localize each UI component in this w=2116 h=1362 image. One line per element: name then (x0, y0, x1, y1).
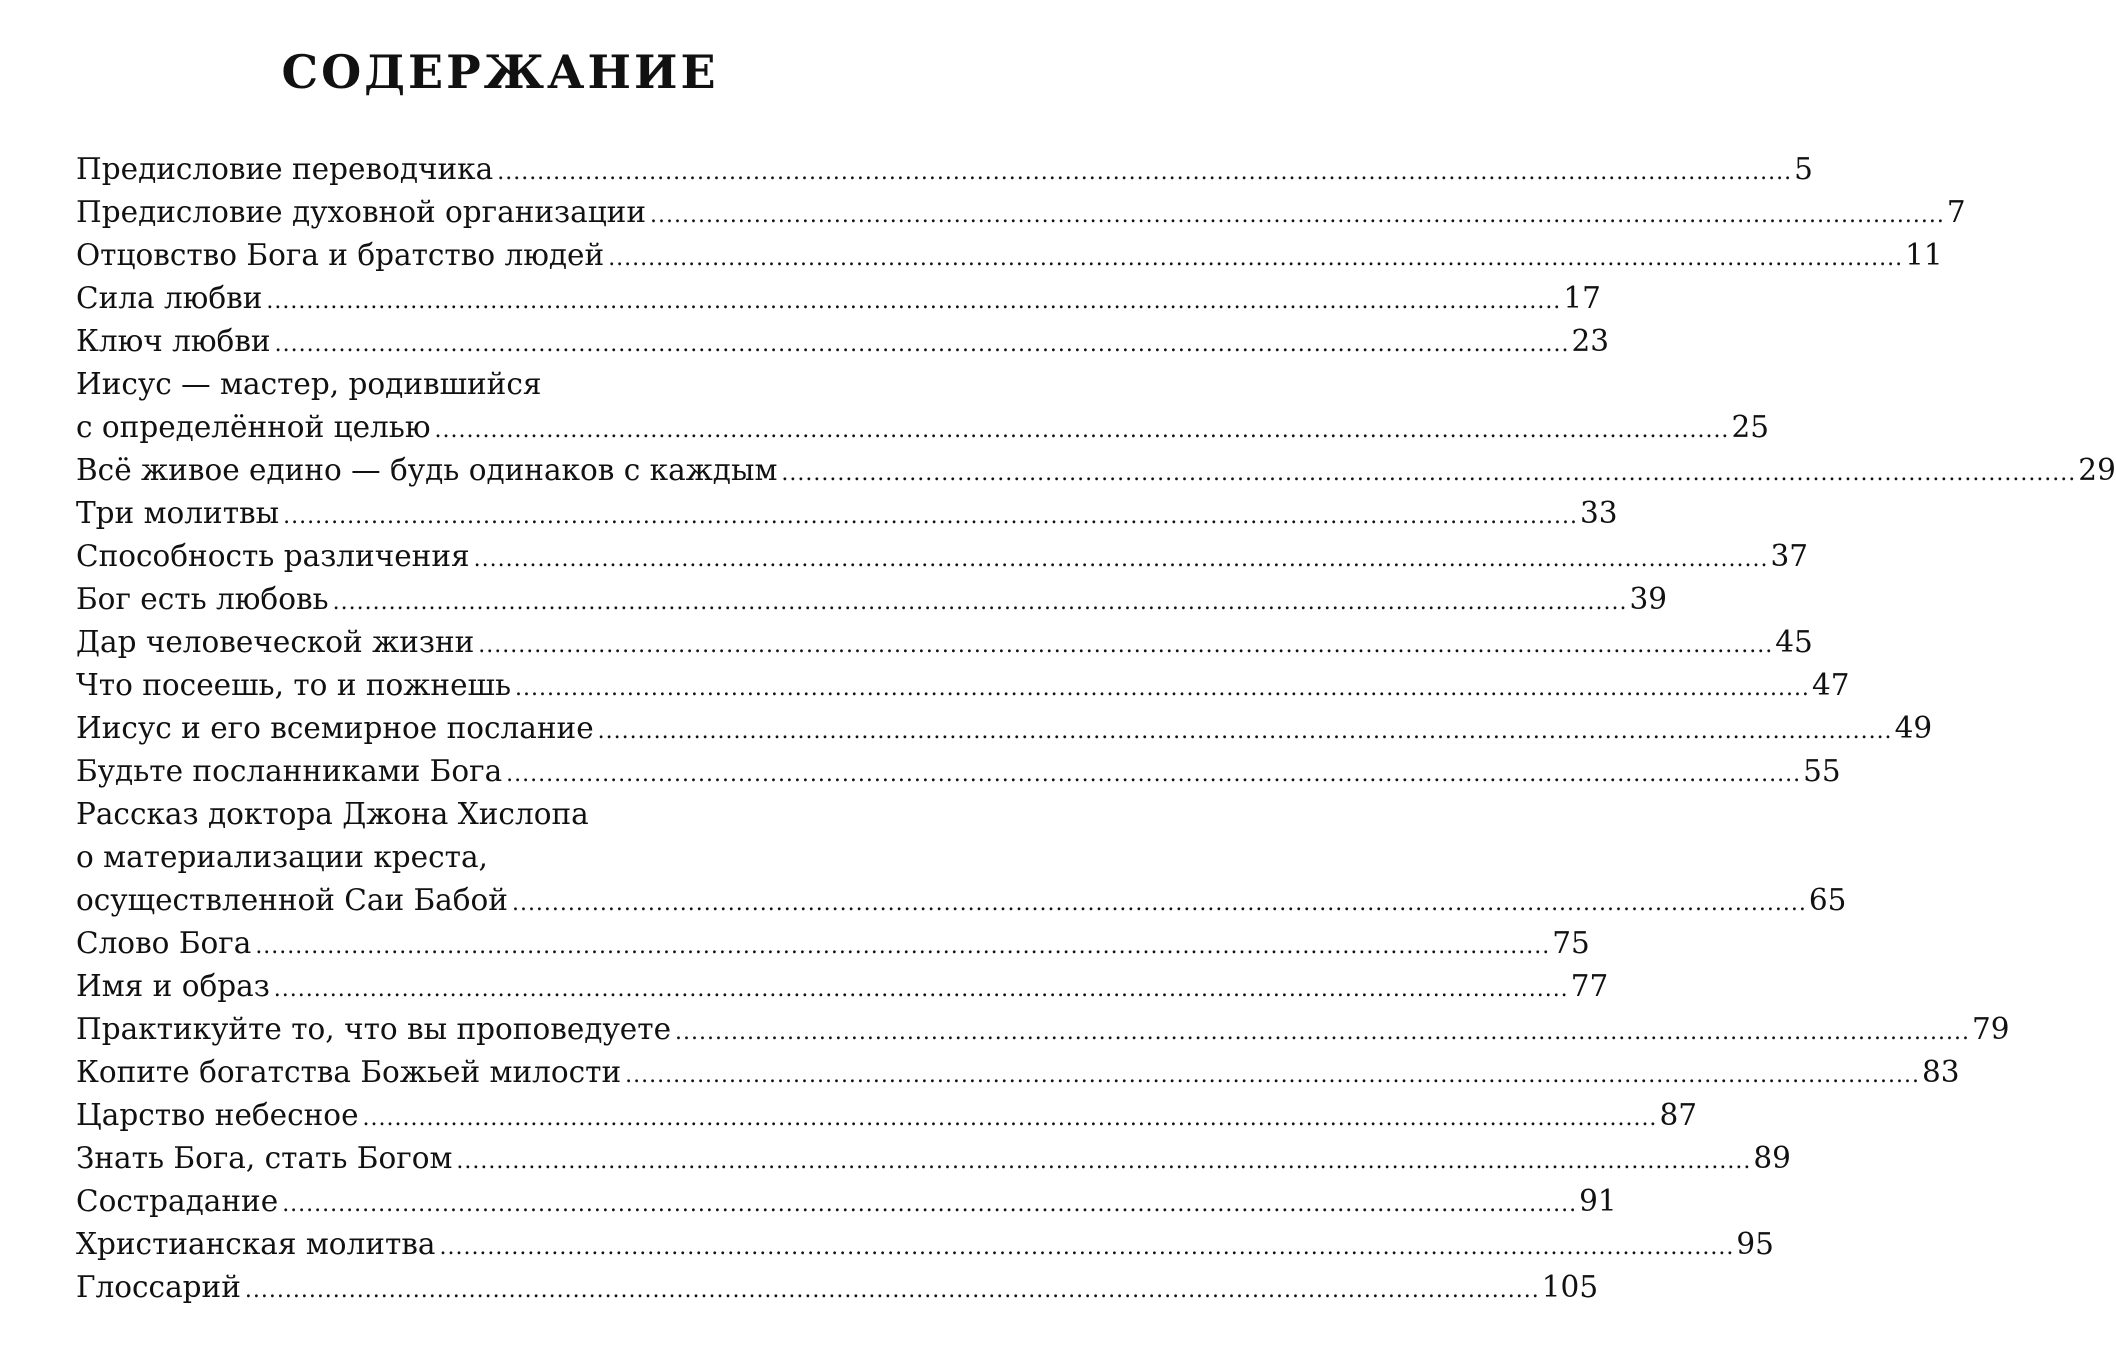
toc-page-number: 25 (1731, 410, 1769, 444)
toc-entry-title: Бог есть любовь (76, 582, 329, 616)
toc-entry-row (76, 234, 1943, 277)
dot-leader (456, 1140, 1751, 1183)
dot-leader (435, 409, 1730, 452)
toc-page-number: 37 (1770, 539, 1809, 573)
toc-entry-title: с определённой целью (76, 410, 431, 444)
toc-page-number: 49 (1894, 711, 1933, 745)
toc-entry-title: Сострадание (76, 1184, 279, 1218)
dot-leader (512, 882, 1807, 925)
dot-leader (474, 538, 1769, 581)
toc-entry-title-line: о материализации креста, (76, 840, 488, 874)
toc-page-number: 39 (1629, 582, 1668, 616)
dot-leader (506, 753, 1801, 796)
toc-entry-row (76, 535, 1809, 578)
toc-entry-title: Иисус и его всемирное послание (76, 711, 594, 745)
toc-entry-title: Глоссарий (76, 1270, 241, 1304)
toc-entry-row (76, 449, 2116, 492)
dot-leader (497, 151, 1792, 194)
dot-leader (255, 925, 1550, 968)
toc-entry-row (76, 1008, 2010, 1051)
toc-page-number: 11 (1905, 238, 1943, 272)
toc-page-number: 23 (1571, 324, 1610, 358)
page-title: СОДЕРЖАНИЕ (281, 45, 719, 99)
toc-entry-row (76, 750, 1841, 793)
toc-entry-title: Знать Бога, стать Богом (76, 1141, 453, 1175)
toc-page-number: 5 (1794, 152, 1813, 186)
toc-entry (76, 793, 1847, 922)
dot-leader (650, 194, 1945, 237)
dot-leader (675, 1011, 1970, 1054)
toc-entry (76, 1266, 1599, 1309)
toc-page-number: 47 (1811, 668, 1850, 702)
toc-entry-row (76, 1180, 1617, 1223)
toc-entry (76, 148, 1813, 191)
toc-page-number: 55 (1803, 754, 1841, 788)
dot-leader (283, 495, 1578, 538)
toc-entry-row (76, 621, 1813, 664)
toc-entry-title: осуществленной Саи Бабой (76, 883, 508, 917)
toc-entry-row (76, 707, 1933, 750)
toc-entry-title: Отцовство Бога и братство людей (76, 238, 605, 272)
toc-entry (76, 535, 1809, 578)
toc-entry-title: Всё живое едино — будь одинаков с каждым (76, 453, 778, 487)
toc-entry (76, 320, 1610, 363)
dot-leader (781, 452, 2076, 495)
toc-entry-title-line: Иисус — мастер, родившийся (76, 367, 542, 401)
dot-leader (439, 1226, 1734, 1269)
toc-entry-title: Предисловие духовной организации (76, 195, 646, 229)
toc-entry-row (76, 492, 1618, 535)
toc-entry (76, 1051, 1960, 1094)
toc-page-number: 105 (1541, 1270, 1599, 1304)
toc-entry-row (76, 1266, 1599, 1309)
toc-entry (76, 1008, 2010, 1051)
toc-entry (76, 965, 1609, 1008)
toc-entry (76, 621, 1813, 664)
toc-page-number: 75 (1552, 926, 1590, 960)
dot-leader (245, 1269, 1540, 1312)
toc-entry-row (76, 879, 1847, 922)
toc-page-number: 29 (2078, 453, 2116, 487)
toc-page-number: 83 (1922, 1055, 1960, 1089)
toc-page-number: 33 (1580, 496, 1618, 530)
toc-entry (76, 1094, 1697, 1137)
dot-leader (598, 710, 1893, 753)
toc-page-number: 91 (1579, 1184, 1617, 1218)
toc-page-number: 7 (1946, 195, 1966, 229)
toc-page-number: 79 (1971, 1012, 2010, 1046)
toc-entry-row (76, 664, 1850, 707)
dot-leader (275, 323, 1570, 366)
toc-entry (76, 277, 1601, 320)
toc-page-number: 65 (1808, 883, 1847, 917)
toc-entry-title: Христианская молитва (76, 1227, 436, 1261)
toc-entry (76, 750, 1841, 793)
toc-entry (76, 707, 1933, 750)
toc-entry-title: Дар человеческой жизни (76, 625, 475, 659)
toc-entry-row (76, 1137, 1791, 1180)
toc-entry-title: Что посеешь, то и пожнешь (76, 668, 512, 702)
toc-entry-title: Предисловие переводчика (76, 152, 494, 186)
dot-leader (333, 581, 1628, 624)
toc-entry-row (76, 965, 1609, 1008)
dot-leader (274, 968, 1569, 1011)
dot-leader (282, 1183, 1577, 1226)
toc-entry-title: Копите богатства Божьей милости (76, 1055, 622, 1089)
toc-entry-title: Ключ любви (76, 324, 271, 358)
toc-entry-row (76, 148, 1813, 191)
toc-page-number: 77 (1570, 969, 1609, 1003)
toc-entry-title: Слово Бога (76, 926, 252, 960)
toc-page-number: 45 (1775, 625, 1813, 659)
toc-page-number: 87 (1659, 1098, 1697, 1132)
toc-entry (76, 1180, 1617, 1223)
toc-page-number: 89 (1753, 1141, 1791, 1175)
toc-entry-title: Практикуйте то, что вы проповедуете (76, 1012, 672, 1046)
toc-entry-title: Царство небесное (76, 1098, 359, 1132)
toc-entry-row (76, 1051, 1960, 1094)
toc-entry (76, 664, 1850, 707)
dot-leader (478, 624, 1773, 667)
toc-page-number: 17 (1563, 281, 1601, 315)
toc-entry (76, 449, 2116, 492)
toc-entry-row (76, 1094, 1697, 1137)
dot-leader (515, 667, 1810, 710)
toc-entry-row (76, 406, 1769, 449)
toc-entry-title-line: Рассказ доктора Джона Хислопа (76, 797, 589, 831)
table-of-contents (76, 148, 2116, 1309)
toc-entry (76, 578, 1668, 621)
toc-entry (76, 234, 1943, 277)
dot-leader (363, 1097, 1658, 1140)
toc-entry-title: Будьте посланниками Бога (76, 754, 503, 788)
toc-entry-row (76, 1223, 1774, 1266)
toc-entry-title: Имя и образ (76, 969, 270, 1003)
dot-leader (608, 237, 1903, 280)
toc-entry (76, 363, 1769, 449)
toc-entry (76, 191, 1966, 234)
toc-entry-row (76, 578, 1668, 621)
toc-entry-row (76, 320, 1610, 363)
toc-page-number: 95 (1736, 1227, 1774, 1261)
toc-entry-row (76, 277, 1601, 320)
toc-entry-title: Способность различения (76, 539, 470, 573)
toc-entry-title: Три молитвы (76, 496, 280, 530)
toc-entry (76, 492, 1618, 535)
toc-entry (76, 1223, 1774, 1266)
toc-entry (76, 1137, 1791, 1180)
dot-leader (625, 1054, 1920, 1097)
toc-entry-row (76, 922, 1590, 965)
toc-entry (76, 922, 1590, 965)
dot-leader (266, 280, 1561, 323)
toc-entry-title: Сила любви (76, 281, 263, 315)
toc-entry-row (76, 191, 1966, 234)
